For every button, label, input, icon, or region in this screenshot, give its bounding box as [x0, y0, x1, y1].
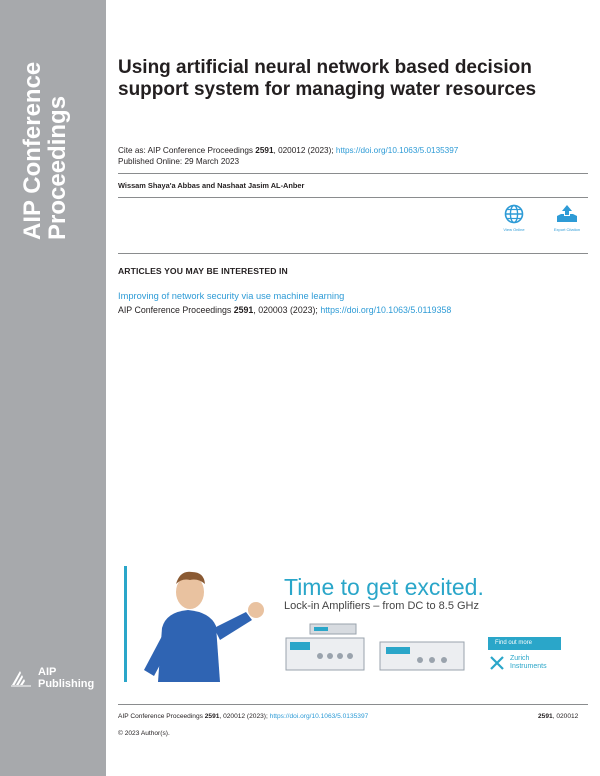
ad-person-illustration [128, 566, 278, 682]
footer-cite-prefix: AIP Conference Proceedings [118, 713, 205, 720]
related-article-title[interactable]: Improving of network security via use machine learning [118, 291, 345, 301]
divider [118, 173, 588, 174]
ad-headline: Time to get excited. [284, 574, 484, 600]
divider [118, 197, 588, 198]
aip-logo-line1: AIP [38, 666, 57, 678]
ad-accent-stripe [124, 566, 127, 682]
related-cite-volume: 2591 [233, 305, 254, 315]
footer-page-number [538, 713, 578, 720]
export-citation-button[interactable] [547, 204, 587, 232]
article-title: Using artificial neural network based decision support system for managing water resources [118, 57, 537, 100]
ad-find-out-more-button[interactable]: Find out more [488, 637, 561, 650]
view-online-button[interactable] [494, 204, 534, 232]
aip-logo-line2: Publishing [38, 678, 95, 690]
cite-as-line [118, 146, 458, 156]
related-doi-link[interactable]: https://doi.org/10.1063/5.0119358 [320, 305, 452, 315]
journal-title: AIP Conference Proceedings [19, 61, 71, 240]
related-cite-rest: , 020003 (2023); [253, 305, 321, 315]
footer-page-volume: 2591 [538, 713, 553, 720]
cite-prefix: Cite as: AIP Conference Proceedings [118, 146, 256, 155]
related-cite-prefix: AIP Conference Proceedings [118, 305, 234, 315]
authors: Wissam Shaya'a Abbas and Nashaat Jasim AL-Anber [118, 181, 305, 190]
divider [118, 253, 588, 254]
zurich-instruments-icon [490, 656, 504, 670]
export-citation-label: Export Citation [553, 227, 581, 232]
related-articles-heading: ARTICLES YOU MAY BE INTERESTED IN [118, 266, 288, 276]
cite-rest: , 020012 (2023); [273, 146, 336, 155]
footer-doi-link[interactable]: https://doi.org/10.1063/5.0135397 [269, 713, 369, 720]
footer-cite-rest: , 020012 (2023); [219, 713, 270, 720]
footer-cite-volume: 2591 [204, 713, 220, 720]
aip-logo-icon [10, 669, 32, 687]
footer-page-rest: , 020012 [552, 713, 579, 720]
journal-sidebar [0, 0, 106, 776]
ad-subheadline: Lock-in Amplifiers – from DC to 8.5 GHz [284, 600, 480, 612]
zurich-instruments-logo [490, 655, 547, 671]
footer-divider [118, 704, 588, 705]
article-doi-link[interactable]: https://doi.org/10.1063/5.0135397 [335, 146, 459, 155]
published-date: Published Online: 29 March 2023 [118, 157, 240, 166]
aip-publishing-logo[interactable] [10, 666, 94, 690]
ad-instruments-illustration [280, 620, 470, 682]
zi-brand-line2: Instruments [510, 663, 547, 670]
footer-citation [118, 713, 368, 720]
cite-volume: 2591 [255, 146, 274, 155]
related-article-cite [118, 305, 451, 315]
advertisement-banner[interactable] [124, 566, 590, 682]
view-online-label: View Online [503, 227, 525, 232]
copyright: © 2023 Author(s). [118, 730, 170, 737]
globe-icon [504, 204, 524, 224]
export-icon [556, 204, 578, 224]
zi-brand-line1: Zurich [510, 655, 530, 662]
